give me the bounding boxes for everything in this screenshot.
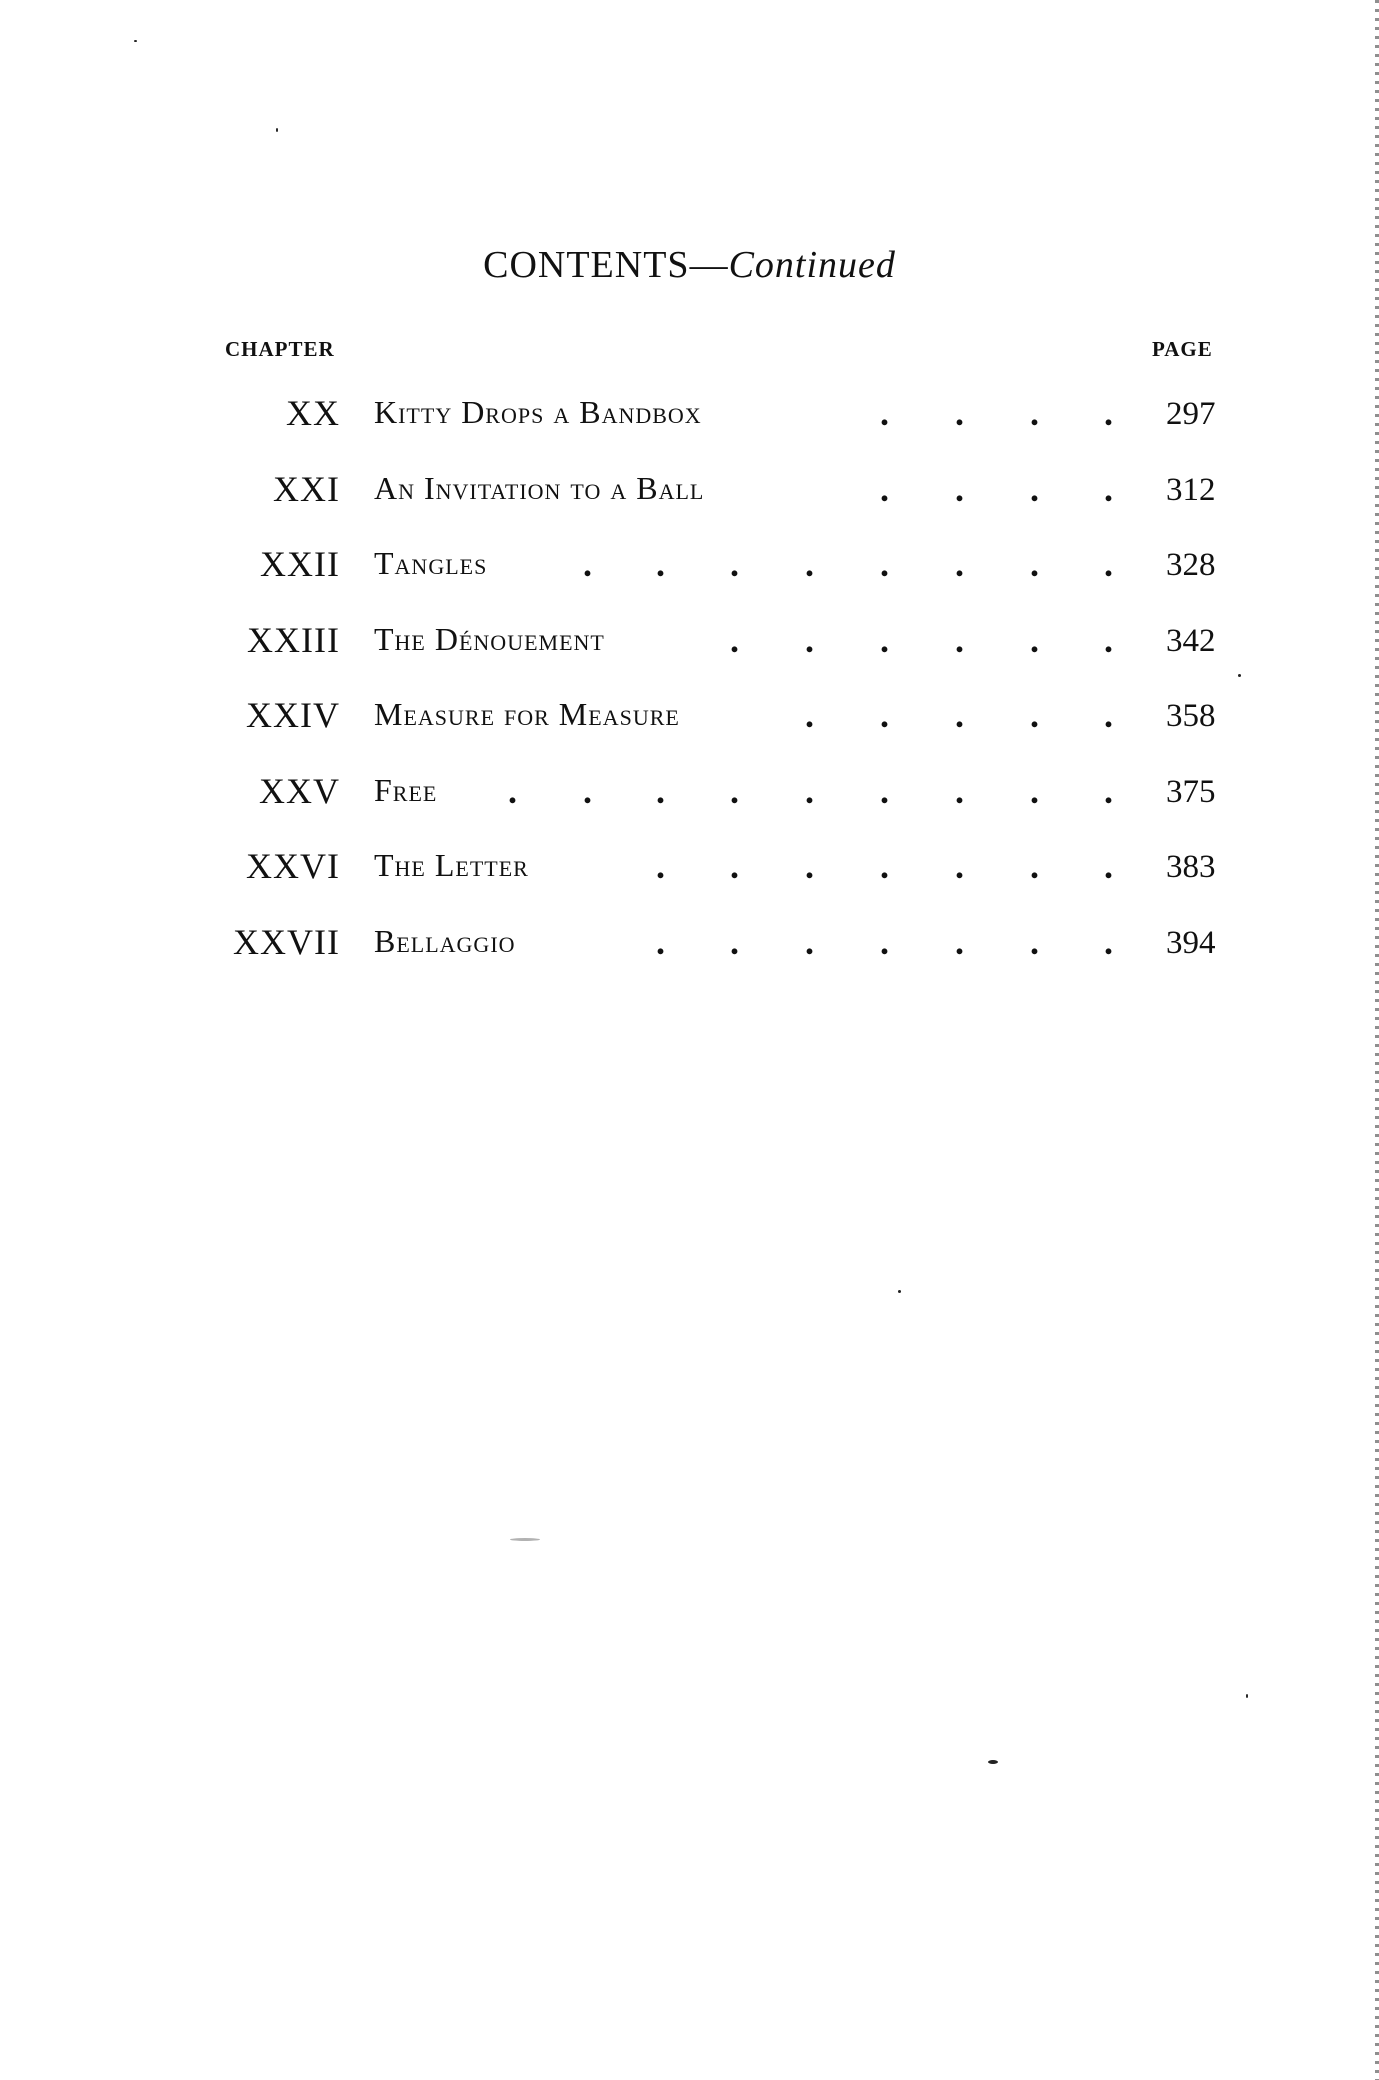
page-number: 358 (1166, 698, 1216, 734)
chapter-title: Measure for Measure (374, 696, 680, 732)
title-main: CONTENTS (483, 244, 690, 286)
toc-entry (0, 543, 1379, 619)
page-number: 383 (1166, 849, 1216, 885)
page-title (0, 243, 1379, 287)
scan-speck (1238, 674, 1241, 677)
page-number: 312 (1166, 471, 1216, 508)
scan-edge (1375, 0, 1379, 2080)
leader-dot: . (1030, 544, 1039, 584)
leader-dot: . (1104, 846, 1113, 886)
leader-dot: . (880, 921, 889, 962)
chapter-title: Free (374, 771, 438, 808)
chapter-title: The Letter (374, 847, 529, 883)
chapter-title: Tangles (374, 545, 488, 581)
leader-dot: . (955, 770, 964, 811)
leader-dot: . (955, 468, 964, 509)
leader-dot: . (1104, 921, 1113, 962)
leader-dot: . (1030, 846, 1039, 886)
leader-dot: . (955, 921, 964, 962)
page-number: 297 (1166, 396, 1216, 432)
scan-speck (1246, 1694, 1248, 1698)
page-number: 394 (1166, 924, 1216, 961)
toc-entry (0, 392, 1379, 468)
chapter-column-heading: CHAPTER (225, 337, 335, 361)
leader-dot: . (583, 544, 592, 584)
leader-dot: . (1104, 695, 1113, 735)
leader-dot: . (1030, 393, 1039, 433)
leader-dot: . (955, 695, 964, 735)
chapter-numeral: XX (286, 393, 340, 433)
leader-dot: . (1030, 921, 1039, 962)
chapter-numeral: XXIV (246, 695, 340, 735)
leader-dot: . (656, 846, 665, 886)
title-dash: — (689, 244, 729, 286)
leader-dot: . (880, 846, 889, 886)
chapter-numeral: XXV (259, 770, 340, 811)
toc-entry (0, 694, 1379, 770)
page-number: 375 (1166, 773, 1216, 810)
leader-dot: . (880, 770, 889, 811)
chapter-numeral: XXIII (247, 619, 340, 660)
leader-dot: . (955, 544, 964, 584)
leader-dot: . (1030, 695, 1039, 735)
leader-dot: . (880, 544, 889, 584)
leader-dot: . (805, 544, 814, 584)
leader-dot: . (508, 770, 517, 811)
leader-dot: . (730, 770, 739, 811)
toc-entry (0, 845, 1379, 921)
leader-dot: . (1030, 468, 1039, 509)
leader-dot: . (1030, 619, 1039, 660)
scan-speck (898, 1290, 901, 1293)
leader-dot: . (730, 544, 739, 584)
toc-list (0, 392, 1379, 996)
leader-dot: . (730, 921, 739, 962)
chapter-numeral: XXVI (246, 846, 340, 886)
chapter-numeral: XXII (260, 544, 340, 584)
leader-dot: . (955, 846, 964, 886)
toc-entry (0, 468, 1379, 544)
leader-dot: . (805, 695, 814, 735)
leader-dot: . (955, 393, 964, 433)
toc-entry (0, 770, 1379, 846)
leader-dot: . (730, 619, 739, 660)
leader-dot: . (805, 619, 814, 660)
leader-dot: . (656, 921, 665, 962)
chapter-title: Bellaggio (374, 922, 516, 959)
title-continued: Continued (728, 244, 896, 286)
leader-dot: . (805, 921, 814, 962)
toc-entry (0, 619, 1379, 695)
scan-speck (276, 128, 278, 132)
chapter-title: Kitty Drops a Bandbox (374, 394, 702, 430)
leader-dot: . (805, 770, 814, 811)
leader-dot: . (656, 544, 665, 584)
leader-dot: . (880, 393, 889, 433)
leader-dot: . (1104, 393, 1113, 433)
leader-dot: . (1104, 770, 1113, 811)
chapter-title: The Dénouement (374, 620, 605, 657)
leader-dot: . (1104, 468, 1113, 509)
leader-dot: . (583, 770, 592, 811)
page-number: 328 (1166, 547, 1216, 583)
chapter-numeral: XXI (273, 468, 340, 509)
leader-dot: . (1104, 619, 1113, 660)
leader-dot: . (730, 846, 739, 886)
scan-speck (510, 1538, 540, 1541)
leader-dot: . (880, 468, 889, 509)
scan-speck (988, 1760, 998, 1764)
chapter-title: An Invitation to a Ball (374, 469, 705, 506)
scan-speck (134, 40, 137, 42)
leader-dot: . (1104, 544, 1113, 584)
leader-dot: . (1030, 770, 1039, 811)
leader-dot: . (880, 619, 889, 660)
page-number: 342 (1166, 622, 1216, 659)
leader-dot: . (805, 846, 814, 886)
leader-dot: . (880, 695, 889, 735)
leader-dot: . (656, 770, 665, 811)
page-column-heading: PAGE (1152, 337, 1213, 361)
leader-dot: . (955, 619, 964, 660)
chapter-numeral: XXVII (233, 921, 340, 962)
toc-entry (0, 921, 1379, 997)
